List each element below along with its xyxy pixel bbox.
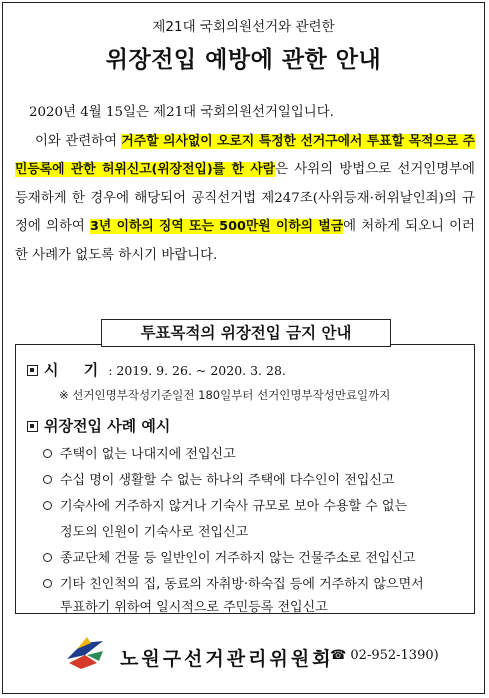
example-item: 기숙사에 거주하지 않거나 기숙사 규모로 보아 수용할 수 없는 — [43, 495, 407, 514]
period-row — [27, 359, 286, 380]
example-item-continuation: 정도의 인원이 기숙사로 전입신고 — [60, 525, 249, 540]
examples-heading: 위장전입 사례 예시 — [44, 417, 171, 435]
election-date-line: 2020년 4월 15일은 제21대 국회의원선거일입니다. — [29, 105, 334, 120]
circle-bullet-icon — [43, 475, 52, 484]
document-subtitle: 제21대 국회의원선거와 관련한 — [152, 19, 335, 35]
circle-bullet-icon — [43, 579, 52, 588]
examples-heading-row — [27, 415, 170, 436]
example-item: 종교단체 건물 등 일반인이 거주하지 않는 건물주소로 전입신고 — [43, 547, 415, 566]
example-item-continuation: 투표하기 위하여 일시적으로 주민등록 전입신고 — [60, 600, 328, 615]
period-label: 시 기 — [44, 361, 109, 379]
election-commission-logo — [63, 633, 107, 673]
warning-paragraph — [15, 128, 475, 271]
example-item: 주택이 없는 나대지에 전입신고 — [43, 443, 236, 462]
organization-name: 노원구선거관리위원회 — [120, 648, 334, 670]
square-bullet-icon — [27, 421, 38, 432]
warning-middle: 은 사위의 방법으로 선거인명부에 등재하게 한 경우에 해당되어 공직선거법 제247조(사위등재·허위날인죄)의 규정에 의하여 — [15, 162, 475, 235]
circle-bullet-icon — [43, 449, 52, 458]
notice-title: 투표목적의 위장전입 금지 안내 — [101, 319, 391, 347]
penalty-highlight: 3년 이하의 징역 또는 500만원 이하의 벌금 — [89, 219, 344, 235]
false-registration-highlight: 거주할 의사없이 오로지 특정한 선거구에서 투표할 목적으로 주민등록에 관한 허위신고(위장전입)를 한 사람 — [15, 133, 476, 178]
body-text — [15, 99, 475, 271]
notice-document — [2, 2, 485, 694]
warning-closing: 에 처하게 되오니 이러한 사례가 없도록 하시기 바랍니다. — [15, 219, 475, 263]
warning-intro: 이와 관련하여 — [35, 133, 122, 149]
period-note: ※ 선거인명부작성기준일전 180일부터 선거인명부작성만료일까지 — [59, 388, 391, 402]
circle-bullet-icon — [43, 501, 52, 510]
square-bullet-icon — [27, 365, 38, 376]
document-title: 위장전입 예방에 관한 안내 — [105, 47, 382, 73]
example-item: 수십 명이 생활할 수 없는 하나의 주택에 다수인이 전입신고 — [43, 469, 394, 488]
example-item: 기타 친인척의 집, 동료의 자취방·하숙집 등에 거주하지 않으면서 — [43, 573, 424, 592]
period-value: : 2019. 9. 26. ~ 2020. 3. 28. — [108, 363, 286, 378]
circle-bullet-icon — [43, 553, 52, 562]
phone-number: (☎ 02-952-1390) — [325, 648, 439, 663]
